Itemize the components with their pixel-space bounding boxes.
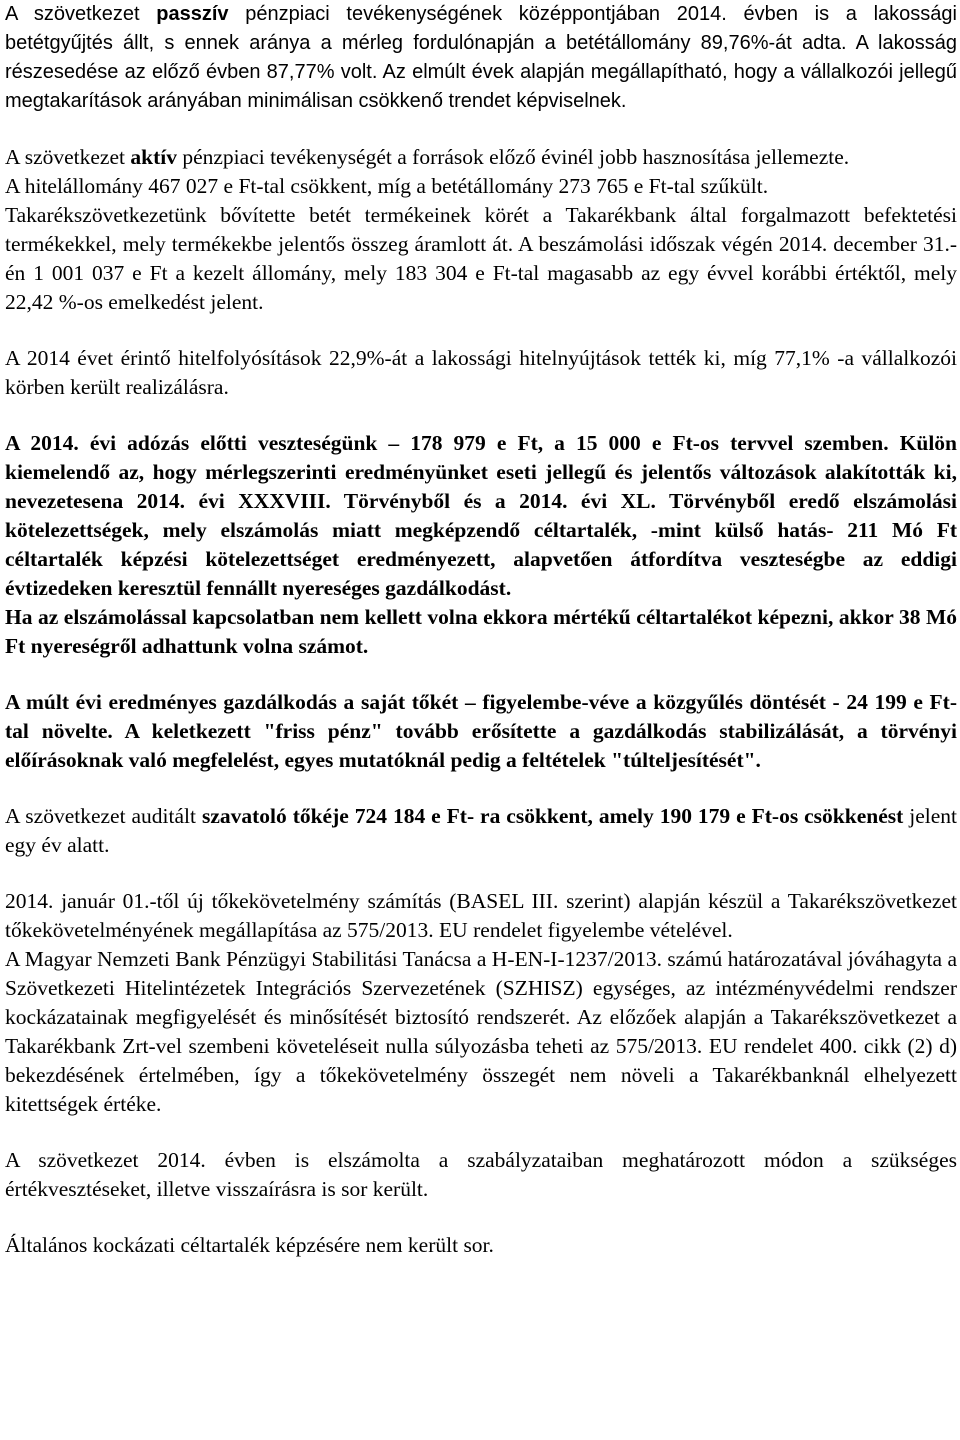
audited-capital-section <box>5 802 957 860</box>
text-run: pénzpiaci tevékenységének középpontjában 2014. évben is a lakossági betétgyűjtés állt, s ennek aránya a mérleg fordulónapján a betétállomány 89,76%-át adta. A lakosság részesedése az előző évben 87,77% volt. Az elmúlt évek alapján megállapítható, hogy a vállalkozói jellegű megtakarítások arányában minimálisan csökkenő trendet képviselnek. <box>5 3 957 112</box>
active-activity-paragraph <box>5 143 957 172</box>
loan-disbursement-paragraph: A 2014 évet érintő hitelfolyósítások 22,9%-át a lakossági hitelnyújtások tették ki, míg 77,1% -a vállalkozói körben került realizálásra. <box>5 346 957 399</box>
text-run: A szövetkezet <box>5 145 131 169</box>
text-run: jelent egy év alatt. <box>5 804 957 857</box>
emphasis-active: aktív <box>130 145 177 169</box>
bold-text-run: A múlt évi eredményes gazdálkodás a saját tőkét – figyelembe-véve a közgyűlés döntését - 24 199 e Ft-tal növelte. A keletkezett "friss pénz" tovább erősítette a gazdálkodás stabilizálását, a törvényi előírásoknak való megfelelést, egyes mutatóknál pedig a feltételek "túlteljesítését". <box>5 690 957 772</box>
audited-capital-paragraph <box>5 802 957 860</box>
equity-section <box>5 688 957 775</box>
general-provision-section <box>5 1231 957 1260</box>
emphasis-passive: passzív <box>156 3 229 25</box>
passive-activity-paragraph <box>5 0 957 116</box>
loss-paragraph <box>5 429 957 603</box>
impairment-paragraph: A szövetkezet 2014. évben is elszámolta a szabályzataiban meghatározott módon a szükséges értékvesztéseket, illetve visszaírásra is sor került. <box>5 1148 957 1201</box>
general-provision-paragraph: Általános kockázati céltartalék képzésére nem került sor. <box>5 1233 494 1257</box>
bold-text-run: szavatoló tőkéje 724 184 e Ft- ra csökkent, amely 190 179 e Ft-os csökkenést <box>201 804 904 828</box>
basel-paragraph: 2014. január 01.-től új tőkekövetelmény számítás (BASEL III. szerint) alapján készül a Takarékszövetkezet tőkekövetelményének megállapítása az 575/2013. EU rendelet figyelembe vételével. <box>5 889 957 942</box>
bold-text-run: Ha az elszámolással kapcsolatban nem kellett volna ekkora mértékű céltartalékot képezni, akkor 38 Mó Ft nyereségről adhattunk volna számot. <box>5 605 957 658</box>
equity-paragraph <box>5 688 957 775</box>
text-run: pénzpiaci tevékenységét a források előző évinél jobb hasznosítása jellemezte. <box>176 145 850 169</box>
text-run: A szövetkezet auditált <box>5 804 202 828</box>
passive-activity-section <box>5 0 957 116</box>
impairment-section <box>5 1146 957 1204</box>
loan-deposit-change-paragraph: A hitelállomány 467 027 e Ft-tal csökkent, míg a betétállomány 273 765 e Ft-tal szűkült. <box>5 174 769 198</box>
loan-disbursement-section <box>5 344 957 402</box>
text-run: A szövetkezet <box>5 3 157 25</box>
mnb-resolution-paragraph: A Magyar Nemzeti Bank Pénzügyi Stabilitási Tanácsa a H-EN-I-1237/2013. számú határozatával jóváhagyta a Szövetkezeti Hitelintézetek Integrációs Szervezetének (SZHISZ) egységes, az intézményvédelmi rendszer kockázatainak megfigyelését és minősítését biztosító rendszerét. Az előzőek alapján a Takarékszövetkezet a Takarékbank Zrt-vel szembeni követeléseit nulla súlyozásba teheti az 575/2013. EU rendelet 400. cikk (2) d) bekezdésének értelmében, így a tőkekövetelmény összegét nem növeli a Takarékbanknál elhelyezett kitettségek értéke. <box>5 947 957 1116</box>
loss-section <box>5 429 957 661</box>
basel-section <box>5 887 957 1119</box>
bold-text-run: A 2014. évi adózás előtti veszteségünk – 178 979 e Ft, a 15 000 e Ft-os tervvel szemben. Külön kiemelendő az, hogy mérlegszerinti eredményünket eseti jellegű és jelentős változások alakították ki, nevezetesena 2014. évi XXXVIII. Törvényből és a 2014. évi XL. <box>5 431 957 513</box>
bold-text-run: Törvényből eredő elszámolási kötelezettségek, mely elszámolás miatt megképzendő céltartalék, -mint külső hatás- 211 Mó Ft céltartalék képzési kötelezettséget eredményezett, alapvetően átfordítva veszteségbe az eddigi évtizedeken keresztül fennállt nyereséges gazdálkodást. <box>5 489 957 600</box>
active-activity-section <box>5 143 957 317</box>
investment-products-paragraph: Takarékszövetkezetünk bővítette betét termékeinek körét a Takarékbank által forgalmazott befektetési termékekkel, mely termékekbe jelentős összeg áramlott át. A beszámolási időszak végén 2014. december 31.-én 1 001 037 e Ft a kezelt állomány, mely 183 304 e Ft-tal magasabb az egy évvel korábbi értéktől, mely 22,42 %-os emelkedést jelent. <box>5 203 957 314</box>
potential-profit-paragraph <box>5 603 957 661</box>
